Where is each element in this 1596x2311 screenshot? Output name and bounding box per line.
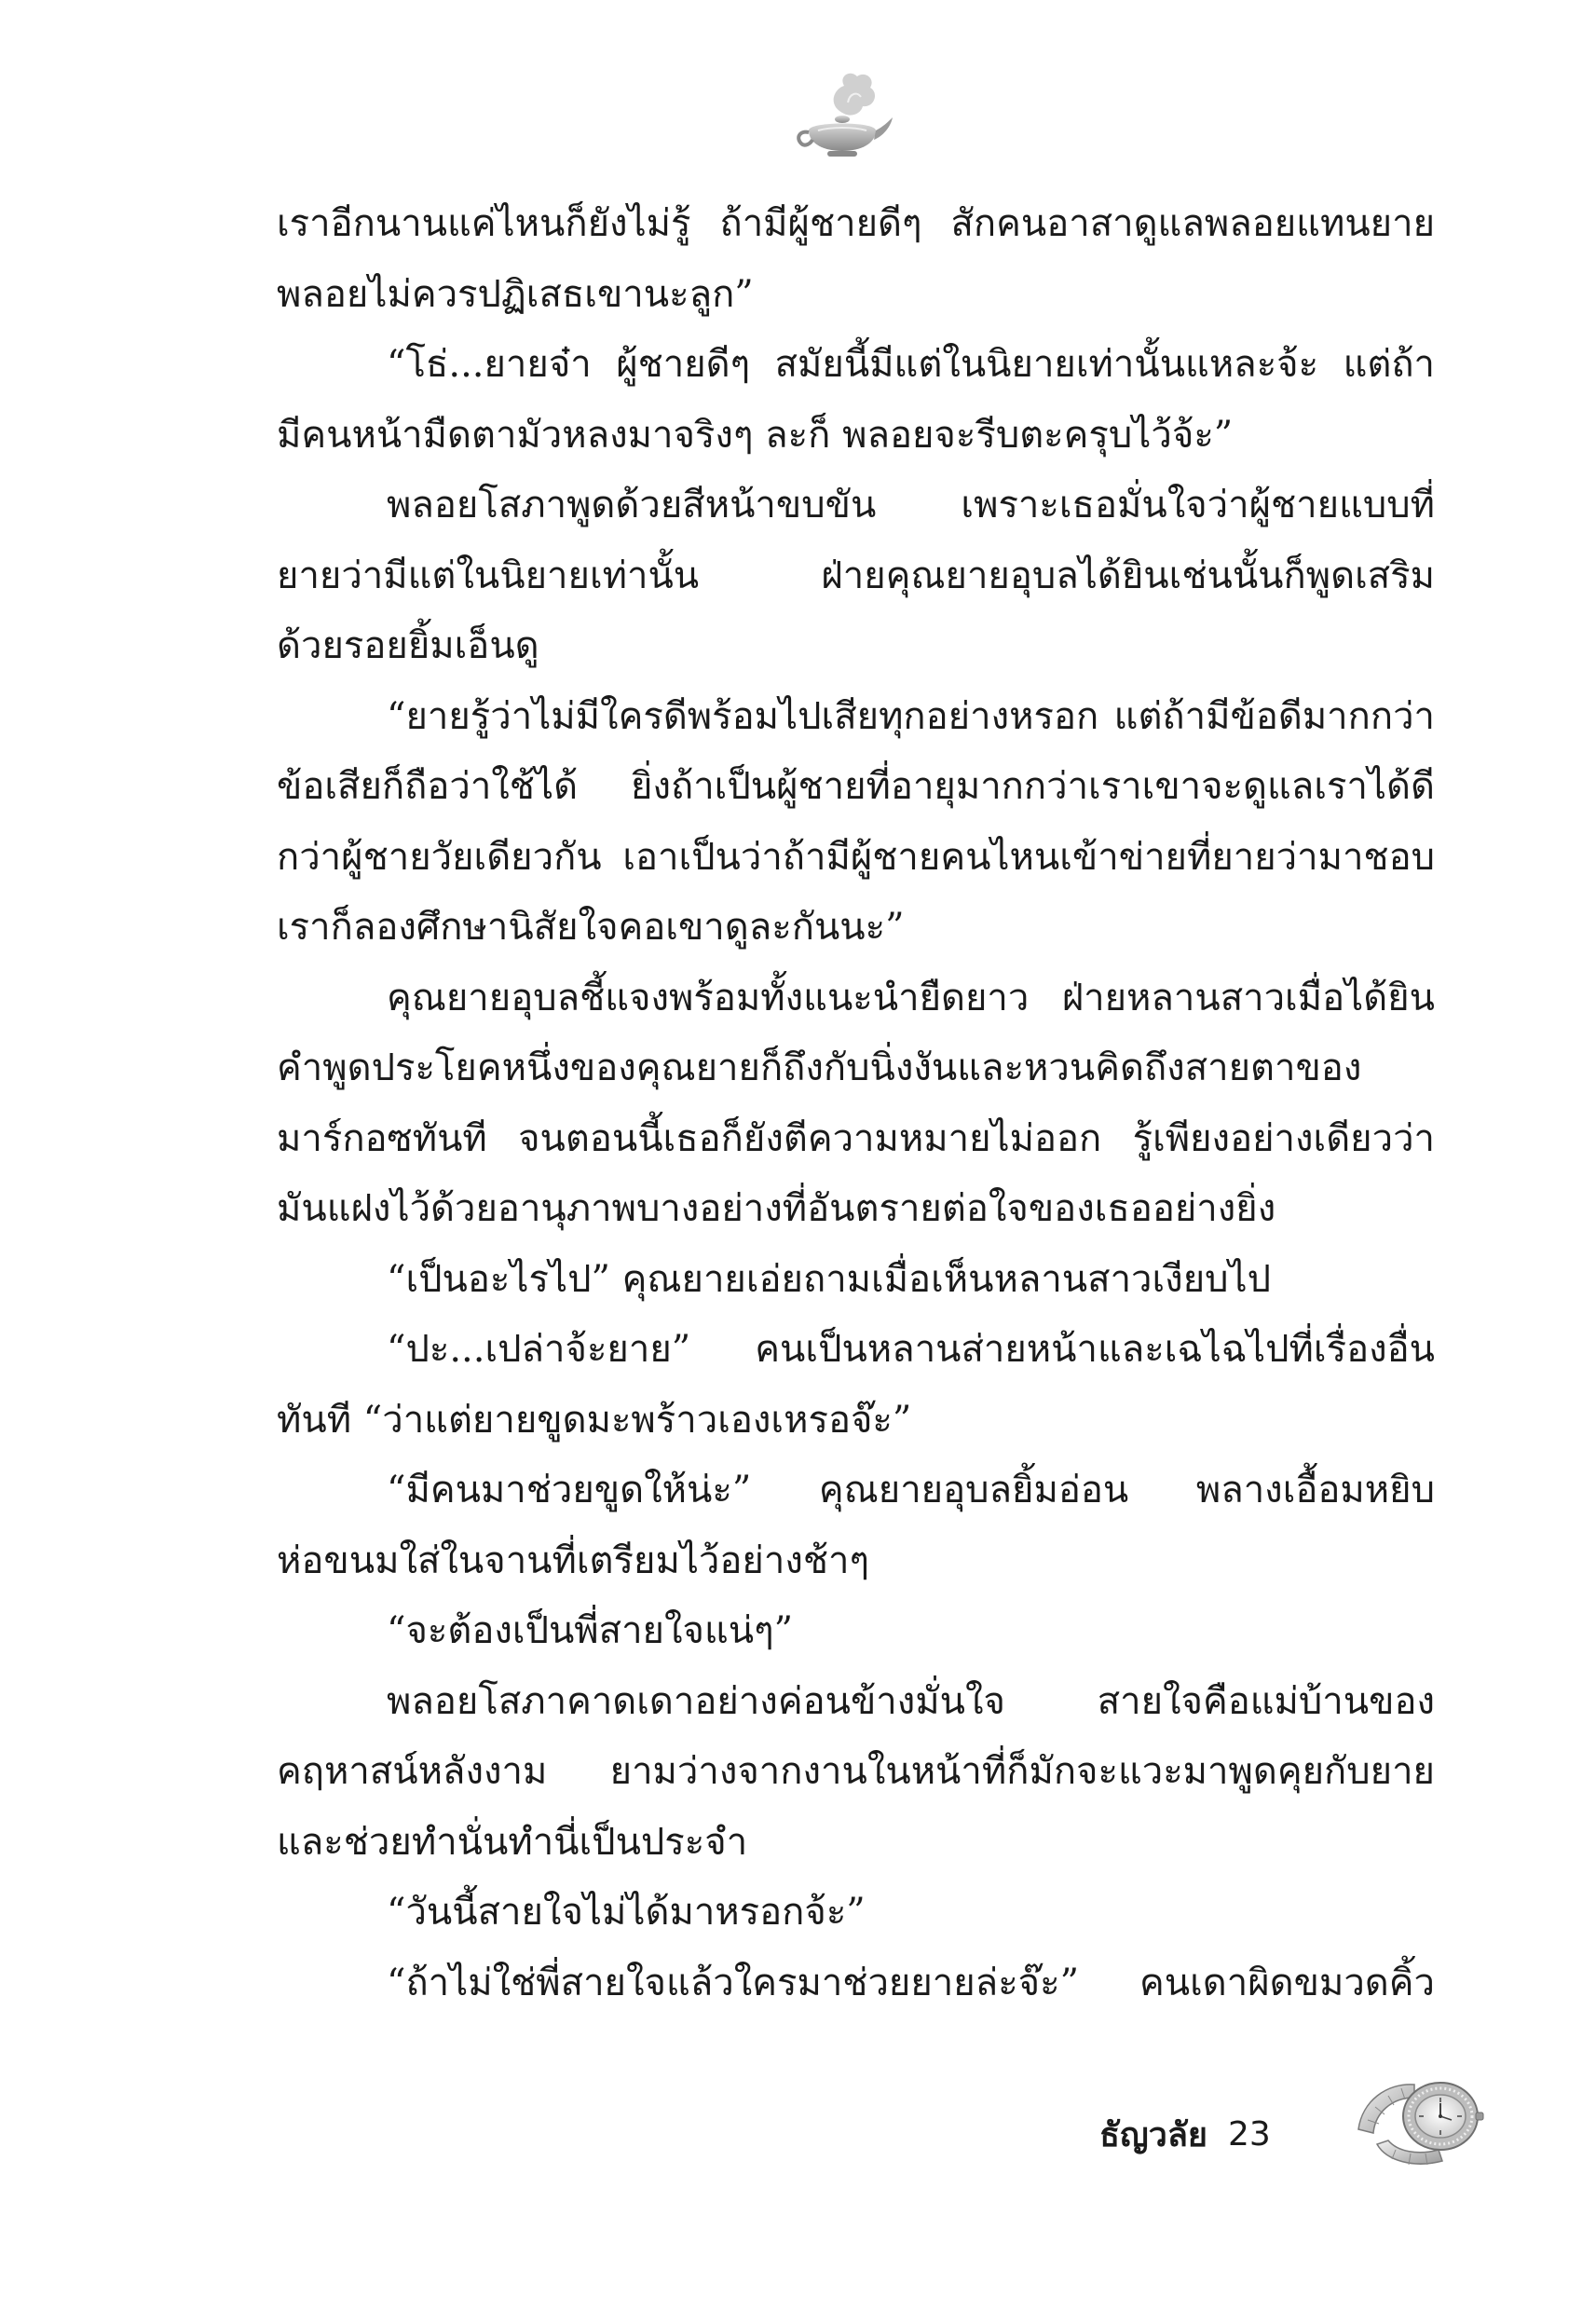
text-line: พลอยไม่ควรปฏิเสธเขานะลูก”	[277, 272, 754, 316]
magic-lamp-icon	[790, 65, 894, 170]
wristwatch-icon	[1349, 2064, 1489, 2176]
text-line: และช่วยทำนั่นทำนี่เป็นประจำ	[277, 1820, 748, 1864]
text-line: ห่อขนมใส่ในจานที่เตรียมไว้อย่างช้าๆ	[277, 1538, 869, 1582]
text-line: ทันที “ว่าแต่ยายขูดมะพร้าวเองเหรอจ๊ะ”	[277, 1398, 912, 1442]
text-line: “ปะ...เปล่าจ้ะยาย” คนเป็นหลานส่ายหน้าและเฉไฉไปที่เรื่องอื่น	[387, 1328, 1435, 1371]
text-line: “ยายรู้ว่าไม่มีใครดีพร้อมไปเสียทุกอย่างหรอก แต่ถ้ามีข้อดีมากกว่า	[387, 694, 1435, 738]
text-line: “วันนี้สายใจไม่ได้มาหรอกจ้ะ”	[387, 1891, 866, 1934]
text-line: มีคนหน้ามืดตามัวหลงมาจริงๆ ละก็ พลอยจะรีบตะครุบไว้จ้ะ”	[277, 413, 1234, 457]
text-line: คฤหาสน์หลังงาม ยามว่างจากงานในหน้าที่ก็มักจะแวะมาพูดคุยกับยาย	[277, 1750, 1435, 1793]
text-line: คำพูดประโยคหนึ่งของคุณยายก็ถึงกับนิ่งงันและหวนคิดถึงสายตาของ	[277, 1046, 1362, 1089]
text-line: “เป็นอะไรไป” คุณยายเอ่ยถามเมื่อเห็นหลานสาวเงียบไป	[387, 1257, 1272, 1301]
page-number: 23	[1228, 2114, 1271, 2154]
text-line: “โธ่...ยายจ๋า ผู้ชายดีๆ สมัยนี้มีแต่ในนิยายเท่านั้นแหละจ้ะ แต่ถ้า	[387, 343, 1435, 386]
text-line: พลอยโสภาคาดเดาอย่างค่อนข้างมั่นใจ สายใจคือแม่บ้านของ	[387, 1679, 1435, 1723]
text-line: ข้อเสียก็ถือว่าใช้ได้ ยิ่งถ้าเป็นผู้ชายที่อายุมากกว่าเราเขาจะดูแลเราได้ดี	[277, 765, 1435, 808]
text-line: เราอีกนานแค่ไหนก็ยังไม่รู้ ถ้ามีผู้ชายดีๆ สักคนอาสาดูแลพลอยแทนยาย	[277, 202, 1435, 245]
page-footer	[1099, 2104, 1271, 2164]
text-line: “มีคนมาช่วยขูดให้น่ะ” คุณยายอุบลยิ้มอ่อน พลางเอื้อมหยิบ	[387, 1469, 1435, 1511]
text-line: กว่าผู้ชายวัยเดียวกัน เอาเป็นว่าถ้ามีผู้ชายคนไหนเข้าข่ายที่ยายว่ามาชอบ	[277, 835, 1435, 879]
text-line: คุณยายอุบลชี้แจงพร้อมทั้งแนะนำยืดยาว ฝ่ายหลานสาวเมื่อได้ยิน	[387, 976, 1435, 1019]
text-line: พลอยโสภาพูดด้วยสีหน้าขบขัน เพราะเธอมั่นใจว่าผู้ชายแบบที่	[387, 484, 1435, 526]
text-line: มันแฝงไว้ด้วยอานุภาพบางอย่างที่อันตรายต่อใจของเธออย่างยิ่ง	[277, 1187, 1276, 1230]
text-line: เราก็ลองศึกษานิสัยใจคอเขาดูละกันนะ”	[277, 906, 905, 949]
text-line: ด้วยรอยยิ้มเอ็นดู	[277, 624, 539, 667]
text-line: ยายว่ามีแต่ในนิยายเท่านั้น ฝ่ายคุณยายอุบลได้ยินเช่นนั้นก็พูดเสริม	[277, 554, 1435, 597]
body-text	[277, 189, 1435, 2018]
text-line: “ถ้าไม่ใช่พี่สายใจแล้วใครมาช่วยยายล่ะจ๊ะ” คนเดาผิดขมวดคิ้ว	[387, 1961, 1435, 2004]
text-line: “จะต้องเป็นพี่สายใจแน่ๆ”	[387, 1609, 794, 1652]
text-line: มาร์กอซทันที จนตอนนี้เธอก็ยังตีความหมายไม่ออก รู้เพียงอย่างเดียวว่า	[277, 1116, 1435, 1160]
book-title: ธัญวลัย	[1099, 2115, 1208, 2154]
